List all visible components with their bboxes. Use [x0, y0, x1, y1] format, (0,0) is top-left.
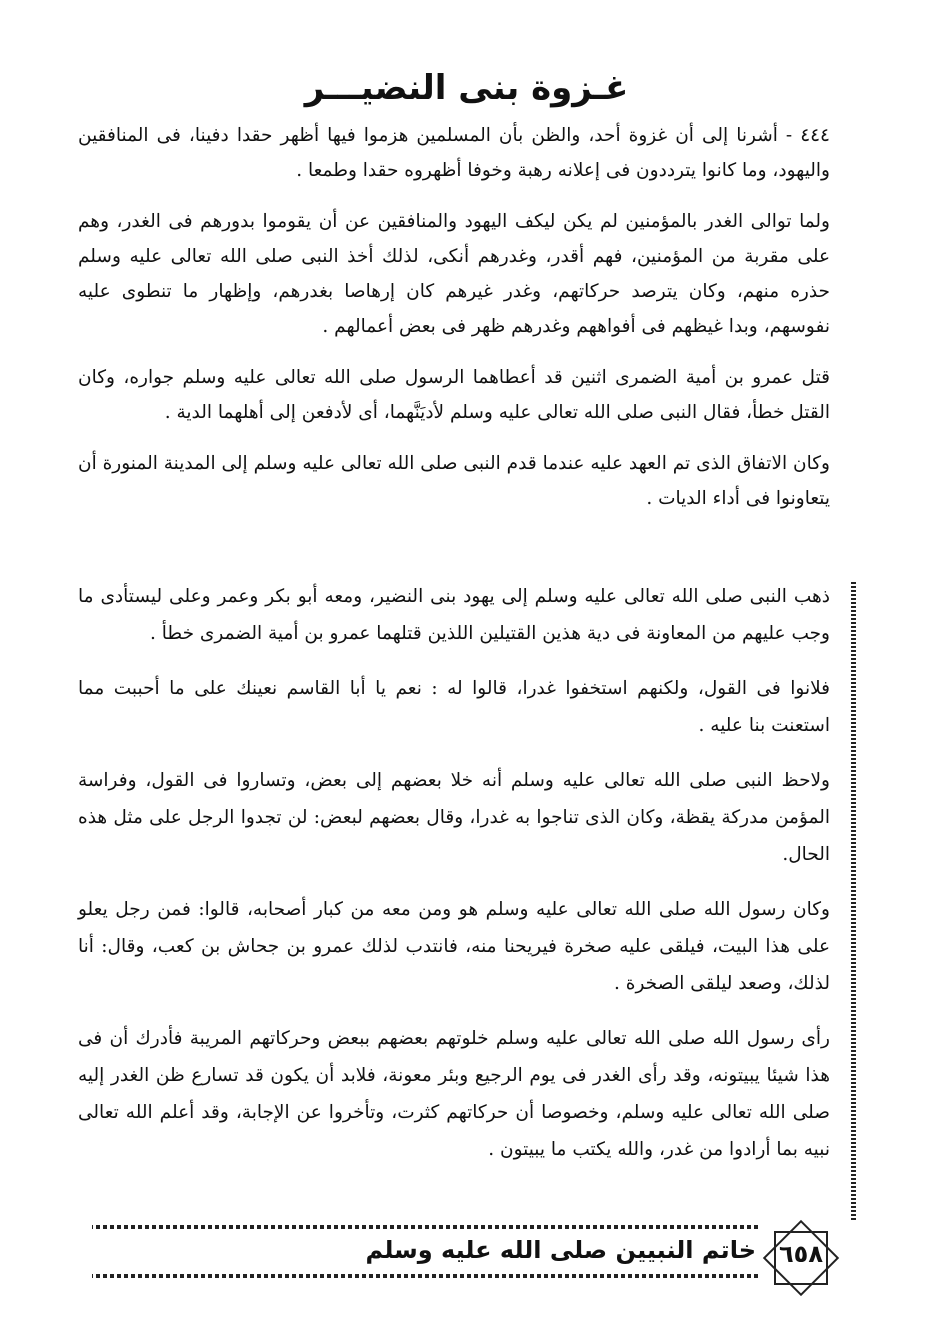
body-text-top	[78, 118, 830, 516]
paragraph-whispering: ولاحظ النبى صلى الله تعالى عليه وسلم أنه خلا بعضهم إلى بعض، وتساروا فى القول، وفراسة المؤمن مدركة يقظة، وكان الذى تناجوا به غدرا، وقال بعضهم لبعض: لن تجدوا الرجل على مثل هذه الحال.	[78, 770, 830, 865]
paragraph-response: فلانوا فى القول، ولكنهم استخفوا غدرا، قالوا له : نعم يا أبا القاسم نعينك على ما أحببت مما استعنت بنا عليه .	[78, 678, 830, 736]
page-number: ٦٥٨	[779, 1240, 823, 1268]
paragraph-perception: رأى رسول الله صلى الله تعالى عليه وسلم خلوتهم بعضهم ببعض وحركاتهم المريبة فأدرك أن فى هذا شيئا يبيتونه، وقد رأى الغدر فى يوم الرجيع وبئر معونة، فلابد أن يكون قد تسارع ظن الغدر إليه صلى الله تعالى عليه وسلم، وخصوصا أن حركاتهم كثرت، وتأخروا عن الإجابة، وقد أعلم الله تعالى نبيه بما أرادوا من غدر، والله يكتب ما يبيتون .	[78, 1028, 830, 1160]
paragraph-intro: ٤٤٤ - أشرنا إلى أن غزوة أحد، والظن بأن المسلمين هزموا فيها أظهر حقدا دفينا، فى المنافقين واليهود، وما كانوا يترددون فى إعلانه رهبة وخوفا أظهروه حقدا وطمعا .	[78, 125, 830, 181]
footer-rule-top	[92, 1225, 758, 1229]
paragraph-killing: قتل عمرو بن أمية الضمرى اثنين قد أعطاهما الرسول صلى الله تعالى عليه وسلم جواره، وكان القتل خطأ، فقال النبى صلى الله تعالى عليه وسلم لأديَنَّهما، أى لأدفعن إلى أهلهما الدية .	[78, 367, 830, 423]
paragraph-agreement: وكان الاتفاق الذى تم العهد عليه عندما قدم النبى صلى الله تعالى عليه وسلم إلى المدينة المنورة أن يتعاونوا فى أداء الديات .	[78, 453, 830, 509]
footer-book-title: خاتم النبيين صلى الله عليه وسلم	[365, 1236, 756, 1264]
footer-rule-bottom	[92, 1274, 758, 1278]
paragraph-visit: ذهب النبى صلى الله تعالى عليه وسلم إلى يهود بنى النضير، ومعه أبو بكر وعمر وعلى ليستأدى ما وجب عليهم من المعاونة فى دية هذين القتيلين اللذين قتلهما عمرو بن أمية الضمرى خطأ .	[78, 586, 830, 644]
boxed-section	[78, 578, 830, 1218]
paragraph-treachery: ولما توالى الغدر بالمؤمنين لم يكن ليكف اليهود والمنافقين عن أن يقوموا بدورهم فى الغدر، وهم على مقربة من المؤمنين، فهم أقدر، وغدرهم أنكى، لذلك أخذ النبى صلى الله تعالى عليه وسلم حذره منهم، وكان يترصد حركاتهم، وغدر غيرهم كان إرهاصا بغدرهم، وإظهار ما تنطوى عليه نفوسهم، وبدا غيظهم فى أفواههم وغدرهم ظهر فى بعض أعمالهم .	[78, 211, 830, 337]
page-title: غـزوة بنى النضيـــر	[304, 68, 629, 108]
boxed-section-border	[851, 582, 856, 1222]
paragraph-plot: وكان رسول الله صلى الله تعالى عليه وسلم هو ومن معه من كبار أصحابه، قالوا: فمن رجل يعلو على هذا البيت، فيلقى عليه صخرة فيريحنا منه، فانتدب لذلك عمرو بن جحاش بن كعب، وقال: أنا لذلك، وصعد ليلقى الصخرة .	[78, 899, 830, 994]
